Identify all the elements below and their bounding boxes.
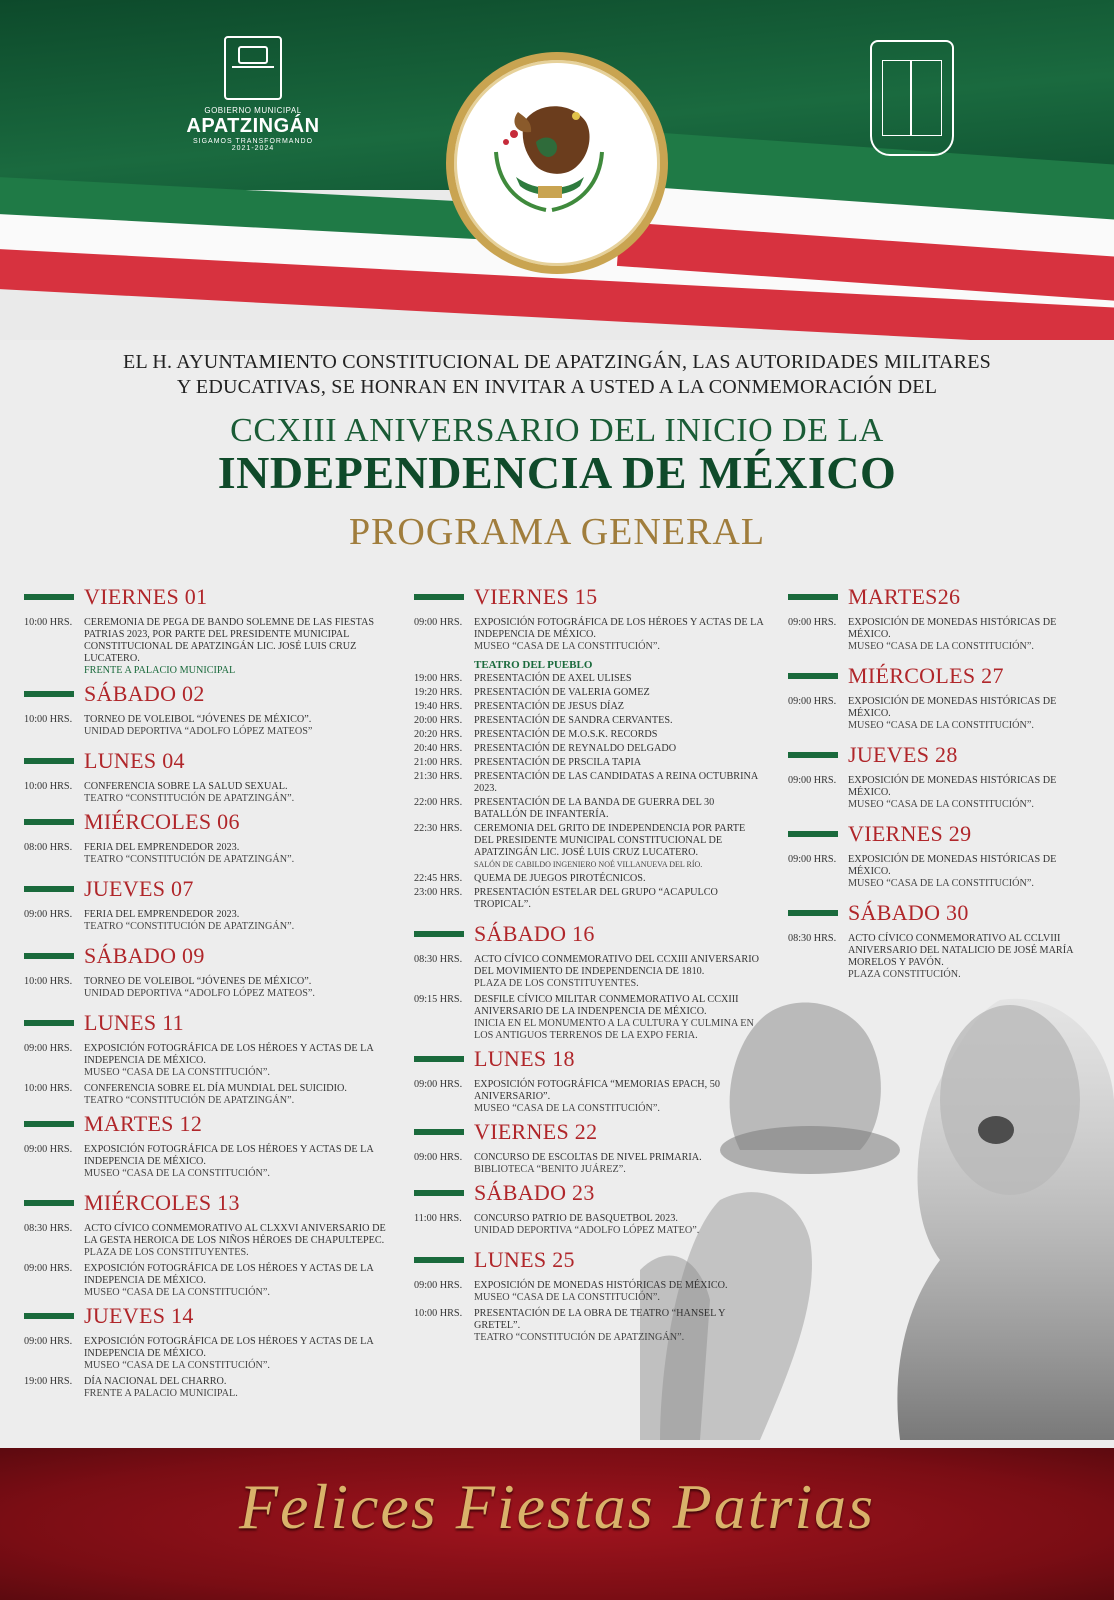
day-label: VIERNES 15 [474, 584, 598, 609]
event-time: 23:00 HRS. [414, 887, 463, 898]
event-text: PRESENTACIÓN DE SANDRA CERVANTES. [474, 715, 673, 726]
event-row [414, 1152, 764, 1176]
day-header [414, 1180, 764, 1206]
event-row [414, 873, 764, 885]
event-place: MUSEO “CASA DE LA CONSTITUCIÓN”. [84, 1067, 270, 1078]
green-bar [414, 1190, 464, 1196]
event-row [24, 1223, 394, 1259]
day-header [414, 1119, 764, 1145]
green-bar [24, 594, 74, 600]
day-header [414, 921, 764, 947]
day-header [24, 748, 394, 774]
header-banner [0, 0, 1114, 340]
event-text: EXPOSICIÓN FOTOGRÁFICA DE LOS HÉROES Y ACTAS DE LA INDEPENCIA DE MÉXICO. [474, 617, 764, 640]
event-text: EXPOSICIÓN DE MONEDAS HISTÓRICAS DE MÉXICO. [474, 1280, 728, 1291]
event-body [848, 933, 1098, 981]
event-text: CONCURSO DE ESCOLTAS DE NIVEL PRIMARIA. [474, 1152, 702, 1163]
event-time: 08:30 HRS. [24, 1223, 73, 1234]
event-text: TORNEO DE VOLEIBOL “JÓVENES DE MÉXICO”. [84, 976, 312, 987]
event-row [414, 715, 764, 727]
apatzingan-logo [168, 36, 338, 152]
event-time: 08:00 HRS. [24, 842, 73, 853]
eagle-icon [476, 82, 622, 228]
program-title: PROGRAMA GENERAL [348, 511, 766, 553]
event-row [414, 757, 764, 769]
event-text: ACTO CÍVICO CONMEMORATIVO AL CLXXVI ANIVERSARIO DE LA GESTA HEROICA DE LOS NIÑOS HÉROES DE CHAPULTEPEC. [84, 1223, 386, 1246]
green-bar [414, 931, 464, 937]
event-time: 09:00 HRS. [414, 617, 463, 628]
event-row [24, 781, 394, 805]
event-text: QUEMA DE JUEGOS PIROTÉCNICOS. [474, 873, 646, 884]
event-body [474, 1213, 764, 1237]
day-label: MIÉRCOLES 13 [84, 1190, 240, 1215]
green-bar [414, 1129, 464, 1135]
event-body [474, 1152, 764, 1176]
event-row [414, 994, 764, 1042]
event-body [474, 1079, 764, 1115]
event-row [414, 673, 764, 685]
event-body [848, 696, 1098, 732]
event-text: PRESENTACIÓN ESTELAR DEL GRUPO “ACAPULCO TROPICAL”. [474, 887, 718, 910]
title-line1: CCXIII ANIVERSARIO DEL INICIO DE LA [230, 412, 884, 449]
event-body [84, 714, 394, 738]
event-place: MUSEO “CASA DE LA CONSTITUCIÓN”. [84, 1168, 270, 1179]
event-text: ACTO CÍVICO CONMEMORATIVO DEL CCXIII ANIVERSARIO DEL MOVIMIENTO DE INDEPENDENCIA DE 1810. [474, 954, 759, 977]
day-label: SÁBADO 02 [84, 681, 205, 706]
event-row [414, 954, 764, 990]
event-row [414, 1280, 764, 1304]
event-place: MUSEO “CASA DE LA CONSTITUCIÓN”. [848, 878, 1034, 889]
event-row [414, 771, 764, 795]
day-label: VIERNES 29 [848, 821, 972, 846]
event-text: CONFERENCIA SOBRE LA SALUD SEXUAL. [84, 781, 288, 792]
national-coat-of-arms [446, 52, 668, 274]
footer-slogan: Felices Fiestas Patrias [238, 1471, 876, 1542]
event-body [474, 954, 764, 990]
day-header [24, 809, 394, 835]
event-body [84, 909, 394, 933]
green-bar [24, 1121, 74, 1127]
day-label: JUEVES 07 [84, 876, 194, 901]
event-row [414, 729, 764, 741]
event-text: FERIA DEL EMPRENDEDOR 2023. [84, 842, 240, 853]
day-header [788, 742, 1098, 768]
event-place: MUSEO “CASA DE LA CONSTITUCIÓN”. [84, 1360, 270, 1371]
event-text: CONCURSO PATRIO DE BASQUETBOL 2023. [474, 1213, 678, 1224]
invitation-text [0, 350, 1114, 400]
day-label: MARTES26 [848, 584, 961, 609]
day-header [24, 1190, 394, 1216]
event-place: MUSEO “CASA DE LA CONSTITUCIÓN”. [848, 641, 1034, 652]
event-body [84, 1144, 394, 1180]
day-label: LUNES 18 [474, 1046, 575, 1071]
event-row [414, 687, 764, 699]
event-text: PRESENTACIÓN DE LA OBRA DE TEATRO “HANSEL Y GRETEL”. [474, 1308, 726, 1331]
event-body [84, 1376, 394, 1400]
schedule-column-1 [24, 584, 394, 1404]
green-bar [788, 673, 838, 679]
event-text: DÍA NACIONAL DEL CHARRO. [84, 1376, 227, 1387]
day-label: VIERNES 01 [84, 584, 208, 609]
green-bar [24, 691, 74, 697]
green-bar [24, 758, 74, 764]
event-time: 22:00 HRS. [414, 797, 463, 808]
event-time: 20:00 HRS. [414, 715, 463, 726]
event-time: 10:00 HRS. [24, 714, 73, 725]
event-row [414, 1213, 764, 1237]
event-time: 09:00 HRS. [788, 775, 837, 786]
event-place: TEATRO “CONSTITUCIÓN DE APATZINGÁN”. [84, 921, 295, 932]
event-body [474, 1308, 764, 1344]
event-place: MUSEO “CASA DE LA CONSTITUCIÓN”. [474, 641, 660, 652]
event-row [788, 854, 1098, 890]
event-time: 09:00 HRS. [24, 1263, 73, 1274]
event-place: SALÓN DE CABILDO INGENIERO NOÉ VILLANUEVA DEL RÍO. [474, 860, 703, 869]
event-text: CEREMONIA DE PEGA DE BANDO SOLEMNE DE LAS FIESTAS PATRIAS 2023, POR PARTE DEL PRESIDENTE MUNICIPAL CONSTITUCIONAL DE APATZINGÁN LIC. JOSÉ LUIS CRUZ LUCATERO. [84, 617, 375, 664]
event-text: PRESENTACIÓN DE M.O.S.K. RECORDS [474, 729, 658, 740]
event-row [414, 797, 764, 821]
event-body [84, 617, 394, 677]
event-text: EXPOSICIÓN FOTOGRÁFICA DE LOS HÉROES Y ACTAS DE LA INDEPENCIA DE MÉXICO. [84, 1263, 374, 1286]
event-time: 10:00 HRS. [24, 781, 73, 792]
event-text: PRESENTACIÓN DE REYNALDO DELGADO [474, 743, 677, 754]
event-place: PLAZA DE LOS CONSTITUYENTES. [474, 978, 639, 989]
event-row [24, 1263, 394, 1299]
event-row [788, 775, 1098, 811]
event-text: EXPOSICIÓN FOTOGRÁFICA DE LOS HÉROES Y ACTAS DE LA INDEPENCIA DE MÉXICO. [84, 1336, 374, 1359]
day-label: SÁBADO 09 [84, 943, 205, 968]
event-row [24, 617, 394, 677]
day-header [788, 663, 1098, 689]
logo-line1: GOBIERNO MUNICIPAL [204, 106, 302, 115]
green-bar [24, 819, 74, 825]
event-text: ACTO CÍVICO CONMEMORATIVO AL CCLVIII ANIVERSARIO DEL NATALICIO DE JOSÉ MARÍA MORELOS Y PAVÓN. [848, 933, 1073, 968]
event-place: MUSEO “CASA DE LA CONSTITUCIÓN”. [848, 799, 1034, 810]
event-body [84, 976, 394, 1000]
event-text: CEREMONIA DEL GRITO DE INDEPENDENCIA POR PARTE DEL PRESIDENTE MUNICIPAL CONSTITUCIONAL DE APATZINGÁN LIC. JOSÉ LUIS CRUZ LUCATERO. [474, 823, 746, 858]
day-label: MIÉRCOLES 06 [84, 809, 240, 834]
event-text: TORNEO DE VOLEIBOL “JÓVENES DE MÉXICO”. [84, 714, 312, 725]
day-header [414, 584, 764, 610]
event-body [474, 1280, 764, 1304]
event-row [414, 887, 764, 911]
event-place: PLAZA CONSTITUCIÓN. [848, 969, 961, 980]
day-label: MIÉRCOLES 27 [848, 663, 1004, 688]
event-time: 09:15 HRS. [414, 994, 463, 1005]
day-header [414, 1046, 764, 1072]
event-body [474, 994, 764, 1042]
day-header [24, 681, 394, 707]
event-row [788, 933, 1098, 981]
schedule-column-3 [788, 584, 1098, 985]
event-place: UNIDAD DEPORTIVA “ADOLFO LÓPEZ MATEOS”. [84, 988, 315, 999]
green-bar [788, 910, 838, 916]
event-text: EXPOSICIÓN FOTOGRÁFICA “MEMORIAS EPACH, 50 ANIVERSARIO”. [474, 1079, 720, 1102]
green-bar [414, 594, 464, 600]
event-body [84, 1043, 394, 1079]
event-row [24, 1144, 394, 1180]
event-place: MUSEO “CASA DE LA CONSTITUCIÓN”. [474, 1103, 660, 1114]
day-header [24, 584, 394, 610]
green-bar [24, 1313, 74, 1319]
event-time: 09:00 HRS. [414, 1152, 463, 1163]
event-time: 11:00 HRS. [414, 1213, 462, 1224]
event-time: 19:20 HRS. [414, 687, 463, 698]
logo-line4: 2021-2024 [231, 145, 275, 152]
day-label: LUNES 25 [474, 1247, 575, 1272]
event-row [24, 842, 394, 866]
green-bar [24, 1200, 74, 1206]
day-header [24, 1111, 394, 1137]
day-header [24, 943, 394, 969]
day-label: LUNES 04 [84, 748, 185, 773]
event-row [414, 1308, 764, 1344]
event-row [24, 714, 394, 738]
event-time: 09:00 HRS. [788, 617, 837, 628]
intro-line1: EL H. AYUNTAMIENTO CONSTITUCIONAL DE APATZINGÁN, LAS AUTORIDADES MILITARES [123, 351, 991, 373]
event-body [848, 775, 1098, 811]
event-body [848, 617, 1098, 653]
event-time: 10:00 HRS. [24, 976, 73, 987]
event-place: BIBLIOTECA “BENITO JUÁREZ”. [474, 1164, 626, 1175]
event-text: FERIA DEL EMPRENDEDOR 2023. [84, 909, 240, 920]
event-time: 09:00 HRS. [24, 1336, 73, 1347]
event-row [24, 1336, 394, 1372]
schedule-column-2 [414, 584, 764, 1348]
day-label: SÁBADO 30 [848, 900, 969, 925]
event-time: 09:00 HRS. [24, 1144, 73, 1155]
green-bar [24, 1020, 74, 1026]
teatro-del-pueblo-heading: TEATRO DEL PUEBLO [474, 659, 593, 671]
event-row [24, 976, 394, 1000]
day-label: JUEVES 14 [84, 1303, 194, 1328]
day-label: SÁBADO 16 [474, 921, 595, 946]
day-header [788, 900, 1098, 926]
event-time: 19:40 HRS. [414, 701, 463, 712]
event-place: MUSEO “CASA DE LA CONSTITUCIÓN”. [848, 720, 1034, 731]
day-header [24, 1010, 394, 1036]
green-bar [414, 1257, 464, 1263]
event-time: 09:00 HRS. [24, 909, 73, 920]
event-place: PLAZA DE LOS CONSTITUYENTES. [84, 1247, 249, 1258]
green-bar [414, 1056, 464, 1062]
event-text: PRESENTACIÓN DE JESUS DÍAZ [474, 701, 625, 712]
event-row [414, 617, 764, 653]
event-time: 19:00 HRS. [414, 673, 463, 684]
event-time: 22:45 HRS. [414, 873, 463, 884]
day-header [24, 876, 394, 902]
day-header [24, 1303, 394, 1329]
green-bar [24, 953, 74, 959]
event-body [84, 842, 394, 866]
day-label: JUEVES 28 [848, 742, 958, 767]
green-bar [788, 594, 838, 600]
day-label: LUNES 11 [84, 1010, 184, 1035]
event-time: 09:00 HRS. [788, 854, 837, 865]
event-time: 19:00 HRS. [24, 1376, 73, 1387]
event-time: 09:00 HRS. [788, 696, 837, 707]
event-text: CONFERENCIA SOBRE EL DÍA MUNDIAL DEL SUICIDIO. [84, 1083, 347, 1094]
day-label: SÁBADO 23 [474, 1180, 595, 1205]
title-line2: INDEPENDENCIA DE MÉXICO [217, 447, 897, 498]
green-bar [24, 886, 74, 892]
event-place: UNIDAD DEPORTIVA “ADOLFO LÓPEZ MATEOS” [84, 726, 313, 737]
event-row [24, 909, 394, 933]
intro-line2: Y EDUCATIVAS, SE HONRAN EN INVITAR A USTED A LA CONMEMORACIÓN DEL [176, 376, 938, 398]
event-text: EXPOSICIÓN DE MONEDAS HISTÓRICAS DE MÉXICO. [848, 775, 1057, 798]
event-place: TEATRO “CONSTITUCIÓN DE APATZINGÁN”. [84, 793, 295, 804]
day-header [414, 1247, 764, 1273]
event-text: PRESENTACIÓN DE VALERIA GOMEZ [474, 687, 650, 698]
event-time: 22:30 HRS. [414, 823, 463, 834]
event-body [84, 1083, 394, 1107]
event-text: EXPOSICIÓN DE MONEDAS HISTÓRICAS DE MÉXICO. [848, 696, 1057, 719]
event-time: 09:00 HRS. [414, 1079, 463, 1090]
event-body [84, 781, 394, 805]
event-time: 10:00 HRS. [24, 617, 73, 628]
event-row [788, 617, 1098, 653]
event-body [84, 1336, 394, 1372]
event-body [84, 1263, 394, 1299]
event-time: 20:20 HRS. [414, 729, 463, 740]
event-place: TEATRO “CONSTITUCIÓN DE APATZINGÁN”. [84, 1095, 295, 1106]
logo-line2: APATZINGÁN [186, 115, 320, 137]
event-row [414, 823, 764, 871]
event-row [24, 1043, 394, 1079]
event-place: INICIA EN EL MONUMENTO A LA CULTURA Y CULMINA EN LOS ANTIGUOS TERRENOS DE LA EXPO FERIA. [474, 1018, 754, 1041]
event-place: FRENTE A PALACIO MUNICIPAL. [84, 1388, 238, 1399]
event-time: 09:00 HRS. [414, 1280, 463, 1291]
event-place: TEATRO “CONSTITUCIÓN DE APATZINGÁN”. [84, 854, 295, 865]
green-bar [788, 752, 838, 758]
day-header [788, 821, 1098, 847]
event-body [474, 617, 764, 653]
event-place: MUSEO “CASA DE LA CONSTITUCIÓN”. [84, 1287, 270, 1298]
event-place: MUSEO “CASA DE LA CONSTITUCIÓN”. [474, 1292, 660, 1303]
event-body [84, 1223, 394, 1259]
event-row [414, 743, 764, 755]
event-text: EXPOSICIÓN FOTOGRÁFICA DE LOS HÉROES Y ACTAS DE LA INDEPENCIA DE MÉXICO. [84, 1043, 374, 1066]
event-row [788, 696, 1098, 732]
event-row [24, 1083, 394, 1107]
event-time: 08:30 HRS. [414, 954, 463, 965]
event-text: EXPOSICIÓN DE MONEDAS HISTÓRICAS DE MÉXICO. [848, 854, 1057, 877]
day-label: MARTES 12 [84, 1111, 203, 1136]
day-header [788, 584, 1098, 610]
event-place: TEATRO “CONSTITUCIÓN DE APATZINGÁN”. [474, 1332, 685, 1343]
logo-line3: SIGAMOS TRANSFORMANDO [192, 138, 314, 145]
event-time: 10:00 HRS. [24, 1083, 73, 1094]
event-text: PRESENTACIÓN DE LAS CANDIDATAS A REINA OCTUBRINA 2023. [474, 771, 758, 794]
event-time: 20:40 HRS. [414, 743, 463, 754]
event-text: PRESENTACIÓN DE AXEL ULISES [474, 673, 632, 684]
event-text: PRESENTACIÓN DE PRSCILA TAPIA [474, 757, 642, 768]
event-row [24, 1376, 394, 1400]
municipal-emblem-icon [224, 36, 282, 100]
day-label: VIERNES 22 [474, 1119, 598, 1144]
event-place: FRENTE A PALACIO MUNICIPAL [84, 665, 236, 676]
event-text: DESFILE CÍVICO MILITAR CONMEMORATIVO AL CCXIII ANIVERSARIO DE LA INDENPENCIA DE MÉXICO. [474, 994, 739, 1017]
event-text: EXPOSICIÓN DE MONEDAS HISTÓRICAS DE MÉXICO. [848, 617, 1057, 640]
event-body [848, 854, 1098, 890]
event-row [414, 701, 764, 713]
event-time: 21:30 HRS. [414, 771, 463, 782]
event-time: 10:00 HRS. [414, 1308, 463, 1319]
event-time: 08:30 HRS. [788, 933, 837, 944]
event-text: EXPOSICIÓN FOTOGRÁFICA DE LOS HÉROES Y ACTAS DE LA INDEPENCIA DE MÉXICO. [84, 1144, 374, 1167]
event-place: UNIDAD DEPORTIVA “ADOLFO LÓPEZ MATEO”. [474, 1225, 700, 1236]
event-time: 09:00 HRS. [24, 1043, 73, 1054]
event-body [474, 823, 764, 871]
event-row [414, 1079, 764, 1115]
event-time: 21:00 HRS. [414, 757, 463, 768]
green-bar [788, 831, 838, 837]
apatzingan-coat-of-arms-icon [870, 40, 954, 156]
event-text: PRESENTACIÓN DE LA BANDA DE GUERRA DEL 30 BATALLÓN DE INFANTERÍA. [474, 797, 715, 820]
